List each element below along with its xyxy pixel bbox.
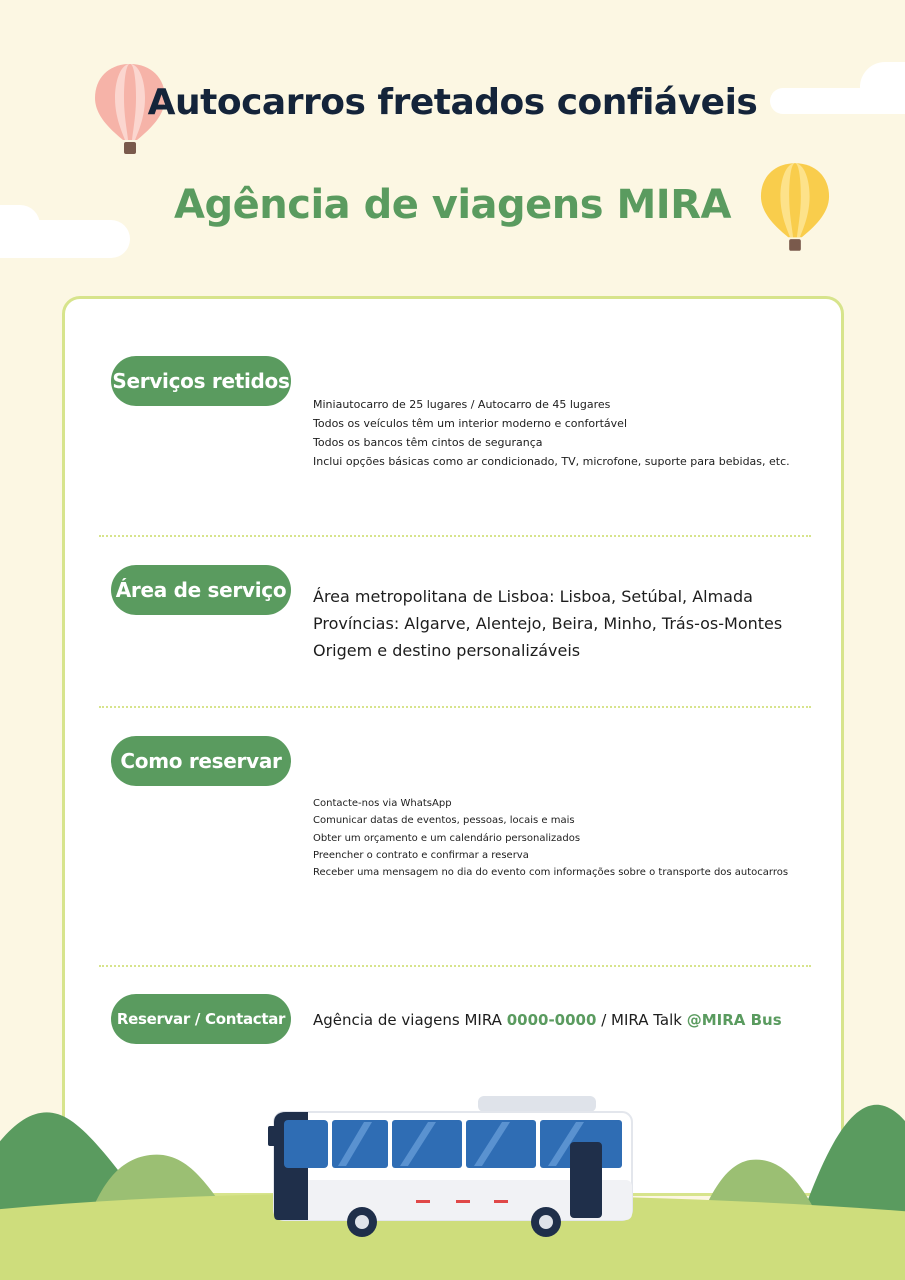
list-item: Todos os bancos têm cintos de segurança xyxy=(313,436,543,449)
list-item: Obter um orçamento e um calendário personalizados xyxy=(313,832,581,844)
section-divider xyxy=(99,535,811,537)
messenger-handle[interactable]: @MIRA Bus xyxy=(686,1011,782,1029)
agency-name: Agência de viagens MIRA xyxy=(313,1011,507,1029)
services-list xyxy=(313,395,790,471)
section-label-service-area: Área de serviço xyxy=(111,565,291,615)
list-item: Origem e destino personalizáveis xyxy=(313,641,581,660)
section-divider xyxy=(99,706,811,708)
service-area-list xyxy=(313,583,782,664)
book-contact-button[interactable]: Reservar / Contactar xyxy=(111,994,291,1044)
booking-steps-list xyxy=(313,795,788,881)
contact-info xyxy=(313,1011,782,1029)
info-card xyxy=(62,296,844,1196)
contact-separator: / MIRA Talk xyxy=(596,1011,687,1029)
list-item: Contacte-nos via WhatsApp xyxy=(313,798,452,809)
phone-number[interactable]: 0000-0000 xyxy=(506,1011,597,1029)
list-item: Preencher o contrato e confirmar a reserva xyxy=(313,849,529,861)
list-item: Área metropolitana de Lisboa: Lisboa, Setúbal, Almada xyxy=(313,587,753,606)
section-divider xyxy=(99,965,811,967)
list-item: Províncias: Algarve, Alentejo, Beira, Minho, Trás-os-Montes xyxy=(313,614,783,633)
page-subtitle: Agência de viagens MIRA xyxy=(174,182,731,228)
section-label-how-to-book: Como reservar xyxy=(111,736,291,786)
list-item: Todos os veículos têm um interior moderno e confortável xyxy=(313,417,628,430)
list-item: Comunicar datas de eventos, pessoas, locais e mais xyxy=(313,815,575,827)
page-title: Autocarros fretados confiáveis xyxy=(147,82,758,123)
bus-icon xyxy=(268,1092,638,1242)
list-item: Inclui opções básicas como ar condicionado, TV, microfone, suporte para bebidas, etc. xyxy=(313,455,790,468)
list-item: Receber uma mensagem no dia do evento com informações sobre o transporte dos autocarros xyxy=(313,867,789,879)
section-label-services: Serviços retidos xyxy=(111,356,291,406)
list-item: Miniautocarro de 25 lugares / Autocarro de 45 lugares xyxy=(313,398,611,411)
